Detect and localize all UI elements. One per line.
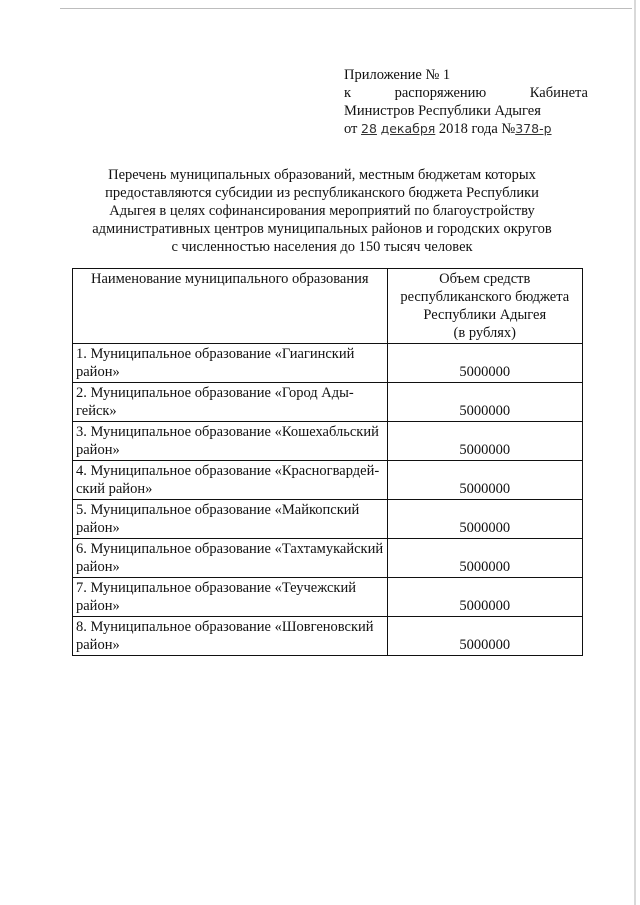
appendix-date-month: декабря: [380, 121, 436, 136]
name-line: район»: [76, 598, 120, 614]
appendix-line1: [344, 66, 588, 84]
table-row: [73, 578, 583, 617]
table-header-row: [73, 269, 583, 344]
header-amount-line: Объем средств: [439, 271, 531, 287]
municipality-name: [73, 383, 388, 422]
name-line: 1. Муниципальное образование «Гиагинский: [76, 346, 355, 362]
table-row: [73, 422, 583, 461]
name-line: 4. Муниципальное образование «Красногвардей-: [76, 463, 380, 479]
scan-edge-line: [60, 8, 632, 9]
name-line: 8. Муниципальное образование «Шовгеновский: [76, 619, 374, 635]
name-line: 6. Муниципальное образование «Тахтамукайский: [76, 541, 384, 557]
appendix-line3: [344, 102, 588, 120]
title-line: предоставляются субсидии из республиканского бюджета Республики: [105, 185, 539, 201]
header-amount-line: (в рублях): [453, 325, 516, 341]
title-line: Перечень муниципальных образований, местным бюджетам которых: [108, 167, 536, 183]
name-line: 3. Муниципальное образование «Кошехабльский: [76, 424, 379, 440]
municipality-name: [73, 500, 388, 539]
amount-cell: 5000000: [387, 461, 582, 500]
table-row: [73, 500, 583, 539]
municipality-name: [73, 539, 388, 578]
name-line: 5. Муниципальное образование «Майкопский: [76, 502, 360, 518]
name-line: район»: [76, 442, 120, 458]
appendix-word-k: к: [344, 85, 352, 101]
municipality-name: [73, 578, 388, 617]
title-line: административных центров муниципальных районов и городских округов: [92, 221, 552, 237]
title-line: Адыгея в целях софинансирования мероприятий по благоустройству: [109, 203, 535, 219]
amount-cell: 5000000: [387, 500, 582, 539]
header-amount: [387, 269, 582, 344]
municipality-name: [73, 422, 388, 461]
amount-cell: 5000000: [387, 422, 582, 461]
municipality-name: [73, 617, 388, 656]
header-amount-line: Республики Адыгея: [423, 307, 547, 323]
amount-cell: 5000000: [387, 578, 582, 617]
appendix-date-year: 2018 года №: [438, 121, 516, 137]
table-row: [73, 539, 583, 578]
name-line: район»: [76, 364, 120, 380]
table-row: [73, 383, 583, 422]
amount-cell: 5000000: [387, 539, 582, 578]
name-line: район»: [76, 559, 120, 575]
appendix-date-prefix: от: [344, 121, 358, 137]
name-line: 7. Муниципальное образование «Теучежский: [76, 580, 356, 596]
name-line: район»: [76, 520, 120, 536]
table-row: [73, 461, 583, 500]
municipality-name: [73, 344, 388, 383]
name-line: район»: [76, 637, 120, 653]
appendix-word-cabinet: Кабинета: [529, 85, 588, 101]
table-row: [73, 617, 583, 656]
table-row: [73, 344, 583, 383]
name-line: гейск»: [76, 403, 117, 419]
title-line: с численностью населения до 150 тысяч человек: [171, 239, 473, 255]
appendix-line2: [344, 84, 588, 102]
appendix-title: Приложение № 1: [344, 67, 451, 83]
municipality-name: [73, 461, 388, 500]
header-name: [73, 269, 388, 344]
appendix-header: [344, 66, 588, 138]
appendix-date-day: 28: [361, 121, 377, 136]
scan-right-edge: [634, 0, 636, 905]
header-name-text: Наименование муниципального образования: [90, 271, 369, 287]
appendix-line4: [344, 120, 588, 138]
document-title: [80, 166, 564, 256]
amount-cell: 5000000: [387, 383, 582, 422]
name-line: 2. Муниципальное образование «Город Ады-: [76, 385, 354, 401]
appendix-order-number: 378-р: [515, 121, 552, 136]
amount-cell: 5000000: [387, 344, 582, 383]
name-line: ский район»: [76, 481, 153, 497]
appendix-ministers: Министров Республики Адыгея: [344, 103, 541, 119]
amount-cell: 5000000: [387, 617, 582, 656]
subsidy-table: [72, 268, 583, 656]
appendix-word-order: распоряжению: [394, 85, 487, 101]
header-amount-line: республиканского бюджета: [400, 289, 570, 305]
